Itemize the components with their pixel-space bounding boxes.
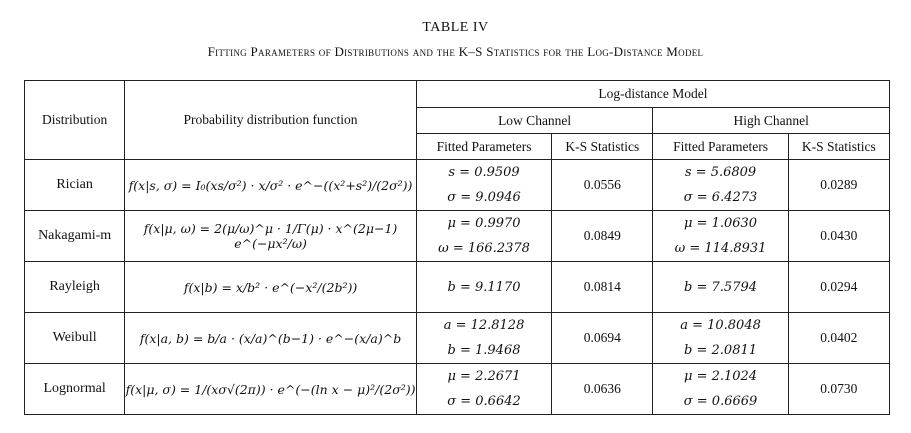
table-row	[25, 364, 890, 415]
low-fitted-params	[416, 313, 551, 364]
high-ks-value: 0.0294	[788, 262, 889, 313]
low-ks-value: 0.0694	[552, 313, 653, 364]
header-low-ks-statistics: K-S Statistics	[552, 134, 653, 160]
low-fitted-params: b = 9.1170	[416, 262, 551, 313]
low-ks-value: 0.0849	[552, 211, 653, 262]
pdf-formula: f(x|μ, σ) = 1/(xσ√(2π)) · e^(−(ln x − μ)²/(2σ²))	[125, 364, 417, 415]
table-number: TABLE IV	[422, 20, 489, 35]
distribution-name: Lognormal	[25, 364, 125, 415]
param-value: b = 1.9468	[447, 342, 521, 358]
param-value: σ = 0.6642	[447, 393, 521, 409]
distribution-name: Nakagami-m	[25, 211, 125, 262]
pdf-formula: f(x|b) = x/b² · e^(−x²/(2b²))	[125, 262, 417, 313]
param-value: μ = 0.9970	[447, 215, 521, 231]
low-fitted-params	[416, 364, 551, 415]
pdf-formula: f(x|μ, ω) = 2(μ/ω)^μ · 1/Γ(μ) · x^(2μ−1) e^(−μx²/ω)	[125, 211, 417, 262]
header-low-channel: Low Channel	[416, 108, 653, 134]
pdf-formula: f(x|s, σ) = I₀(xs/σ²) · x/σ² · e^−((x²+s²)/(2σ²))	[125, 160, 417, 211]
header-low-fitted-parameters: Fitted Parameters	[416, 134, 551, 160]
high-ks-value: 0.0289	[788, 160, 889, 211]
high-ks-value: 0.0402	[788, 313, 889, 364]
param-value: s = 0.9509	[448, 164, 520, 180]
high-fitted-params	[653, 211, 788, 262]
param-value: b = 2.0811	[684, 342, 758, 358]
table-row	[25, 313, 890, 364]
header-high-fitted-parameters: Fitted Parameters	[653, 134, 788, 160]
header-high-ks-statistics: K-S Statistics	[788, 134, 889, 160]
high-ks-value: 0.0430	[788, 211, 889, 262]
distribution-name: Weibull	[25, 313, 125, 364]
param-value: μ = 2.1024	[683, 368, 758, 384]
header-high-channel: High Channel	[653, 108, 890, 134]
low-ks-value: 0.0636	[552, 364, 653, 415]
high-ks-value: 0.0730	[788, 364, 889, 415]
header-model: Log-distance Model	[416, 81, 889, 108]
low-fitted-params	[416, 211, 551, 262]
fitting-parameters-table	[24, 80, 890, 415]
table-row	[25, 211, 890, 262]
low-ks-value: 0.0556	[552, 160, 653, 211]
high-fitted-params	[653, 160, 788, 211]
param-value: σ = 6.4273	[683, 189, 758, 205]
param-value: σ = 0.6669	[683, 393, 758, 409]
param-value: a = 10.8048	[680, 317, 761, 333]
low-fitted-params	[416, 160, 551, 211]
param-value: ω = 114.8931	[674, 240, 767, 256]
param-value: a = 12.8128	[443, 317, 525, 333]
table-row	[25, 160, 890, 211]
header-pdf: Probability distribution function	[125, 81, 417, 160]
high-fitted-params	[653, 364, 788, 415]
param-value: ω = 166.2378	[438, 240, 530, 256]
param-value: μ = 2.2671	[447, 368, 521, 384]
param-value: s = 5.6809	[684, 164, 757, 180]
low-ks-value: 0.0814	[552, 262, 653, 313]
param-value: μ = 1.0630	[683, 215, 758, 231]
header-distribution: Distribution	[25, 81, 125, 160]
distribution-name: Rician	[25, 160, 125, 211]
param-value: σ = 9.0946	[447, 189, 521, 205]
table-title: Fitting Parameters of Distributions and the K–S Statistics for the Log-Distance Model	[207, 44, 704, 59]
distribution-name: Rayleigh	[25, 262, 125, 313]
high-fitted-params	[653, 313, 788, 364]
high-fitted-params: b = 7.5794	[653, 262, 788, 313]
pdf-formula: f(x|a, b) = b/a · (x/a)^(b−1) · e^−(x/a)^b	[125, 313, 417, 364]
table-row	[25, 262, 890, 313]
